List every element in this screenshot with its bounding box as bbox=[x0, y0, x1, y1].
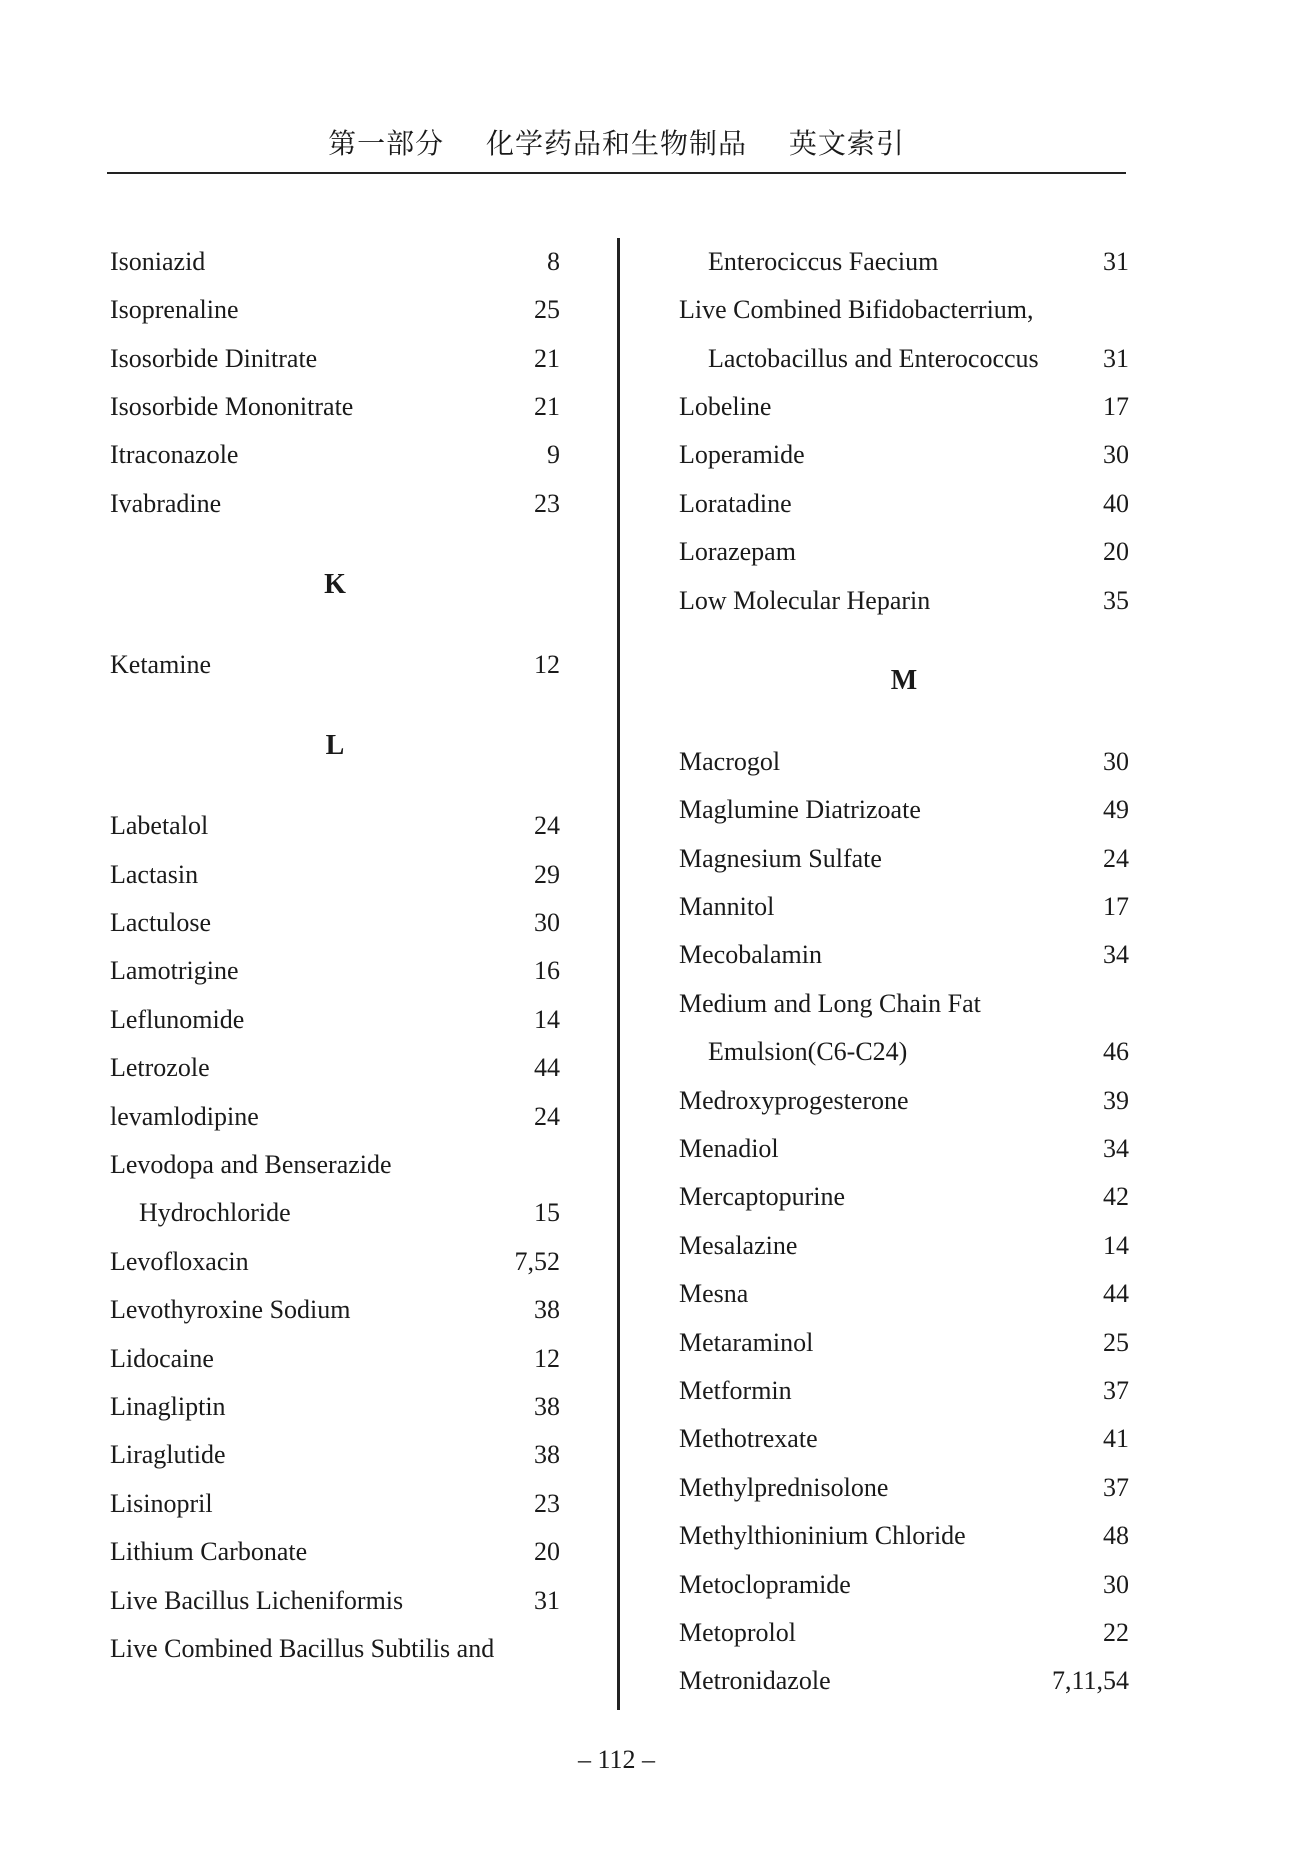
index-entry bbox=[110, 1482, 560, 1526]
page-number: – 112 – bbox=[577, 1745, 656, 1774]
index-entry bbox=[110, 1143, 560, 1187]
entry-page: 29 bbox=[534, 860, 560, 889]
section-letter: K bbox=[324, 569, 346, 600]
entry-page: 31 bbox=[534, 1586, 560, 1615]
index-entry bbox=[110, 433, 560, 477]
index-entry bbox=[110, 1191, 560, 1235]
entry-page: 25 bbox=[534, 295, 560, 324]
entry-page: 9 bbox=[547, 440, 560, 469]
entry-name: Live Bacillus Licheniformis bbox=[110, 1586, 404, 1615]
entry-name: Loperamide bbox=[679, 440, 805, 469]
index-entry bbox=[110, 385, 560, 429]
entry-page: 17 bbox=[1103, 892, 1129, 921]
entry-name: Magnesium Sulfate bbox=[679, 844, 882, 873]
entry-name: Isoniazid bbox=[110, 247, 206, 276]
index-entry bbox=[110, 901, 560, 945]
entry-name: Linagliptin bbox=[110, 1392, 226, 1421]
entry-page: 34 bbox=[1103, 940, 1129, 969]
entry-name: Metaraminol bbox=[679, 1328, 814, 1357]
entry-page: 12 bbox=[534, 650, 560, 679]
index-entry bbox=[110, 337, 560, 381]
entry-name: Loratadine bbox=[679, 489, 792, 518]
index-entry bbox=[679, 1224, 1129, 1268]
section-letter: L bbox=[325, 730, 345, 761]
index-entry bbox=[679, 933, 1129, 977]
entry-page: 8 bbox=[547, 247, 560, 276]
entry-page: 46 bbox=[1103, 1037, 1129, 1066]
entry-page: 20 bbox=[1103, 537, 1129, 566]
index-entry bbox=[110, 1046, 560, 1090]
entry-page: 40 bbox=[1103, 489, 1129, 518]
entry-page: 24 bbox=[534, 811, 560, 840]
entry-page: 24 bbox=[1103, 844, 1129, 873]
entry-name: Ivabradine bbox=[110, 489, 222, 518]
entry-name: Lorazepam bbox=[679, 537, 796, 566]
index-entry bbox=[679, 1321, 1129, 1365]
index-entry bbox=[679, 1659, 1129, 1703]
section-letter: M bbox=[890, 665, 918, 696]
index-entry bbox=[110, 1240, 560, 1284]
entry-name: Levodopa and Benserazide bbox=[110, 1150, 392, 1179]
index-entry bbox=[110, 240, 560, 284]
entry-page: 34 bbox=[1103, 1134, 1129, 1163]
index-entry bbox=[679, 1563, 1129, 1607]
header-section: 化学药品和生物制品 bbox=[485, 127, 747, 160]
index-entry bbox=[679, 1175, 1129, 1219]
entry-page: 16 bbox=[534, 956, 560, 985]
entry-name: Lactasin bbox=[110, 860, 199, 889]
index-entry bbox=[679, 740, 1129, 784]
entry-page: 7,52 bbox=[514, 1247, 560, 1276]
index-entry bbox=[679, 788, 1129, 832]
header-index: 英文索引 bbox=[788, 127, 905, 160]
entry-name: Labetalol bbox=[110, 811, 209, 840]
entry-page: 7,11,54 bbox=[1051, 1666, 1129, 1695]
entry-name: Mesalazine bbox=[679, 1231, 798, 1260]
entry-name: Levofloxacin bbox=[110, 1247, 249, 1276]
entry-page: 14 bbox=[1103, 1231, 1129, 1260]
entry-page: 41 bbox=[1103, 1424, 1129, 1453]
entry-page: 30 bbox=[1103, 747, 1129, 776]
entry-page: 30 bbox=[1103, 1570, 1129, 1599]
index-entry bbox=[679, 837, 1129, 881]
entry-name: Methylthioninium Chloride bbox=[679, 1521, 966, 1550]
entry-page: 31 bbox=[1103, 344, 1129, 373]
index-entry bbox=[110, 853, 560, 897]
index-entry bbox=[679, 982, 1129, 1026]
entry-page: 22 bbox=[1103, 1618, 1129, 1647]
entry-page: 20 bbox=[534, 1537, 560, 1566]
entry-page: 14 bbox=[534, 1005, 560, 1034]
entry-page: 44 bbox=[1103, 1279, 1129, 1308]
index-entry bbox=[110, 1288, 560, 1332]
entry-page: 35 bbox=[1103, 586, 1129, 615]
index-entry bbox=[110, 1385, 560, 1429]
index-entry bbox=[110, 1579, 560, 1623]
index-entry bbox=[679, 337, 1129, 381]
index-entry bbox=[110, 482, 560, 526]
entry-page: 30 bbox=[534, 908, 560, 937]
entry-name: Live Combined Bacillus Subtilis and bbox=[110, 1634, 495, 1663]
entry-name: Isoprenaline bbox=[110, 295, 239, 324]
entry-name: Emulsion(C6-C24) bbox=[708, 1037, 908, 1066]
entry-name: Lactobacillus and Enterococcus bbox=[708, 344, 1039, 373]
entry-name: Medroxyprogesterone bbox=[679, 1086, 909, 1115]
index-entry bbox=[110, 288, 560, 332]
entry-name: Mesna bbox=[679, 1279, 749, 1308]
entry-name: Lidocaine bbox=[110, 1344, 214, 1373]
entry-name: Menadiol bbox=[679, 1134, 779, 1163]
header-part: 第一部分 bbox=[328, 127, 445, 160]
entry-name: Metoprolol bbox=[679, 1618, 796, 1647]
entry-page: 23 bbox=[534, 489, 560, 518]
entry-page: 39 bbox=[1103, 1086, 1129, 1115]
index-entry bbox=[110, 1433, 560, 1477]
entry-name: Hydrochloride bbox=[139, 1198, 291, 1227]
column-divider bbox=[617, 238, 620, 1710]
index-entry bbox=[679, 1611, 1129, 1655]
index-entry bbox=[679, 1466, 1129, 1510]
entry-page: 30 bbox=[1103, 440, 1129, 469]
entry-name: Low Molecular Heparin bbox=[679, 586, 931, 615]
entry-name: Mercaptopurine bbox=[679, 1182, 846, 1211]
entry-name: Methotrexate bbox=[679, 1424, 818, 1453]
entry-page: 21 bbox=[534, 392, 560, 421]
entry-page: 49 bbox=[1103, 795, 1129, 824]
entry-name: Mecobalamin bbox=[679, 940, 822, 969]
entry-name: Metronidazole bbox=[679, 1666, 831, 1695]
entry-page: 38 bbox=[534, 1392, 560, 1421]
entry-page: 21 bbox=[534, 344, 560, 373]
entry-name: Isosorbide Dinitrate bbox=[110, 344, 318, 373]
index-entry bbox=[679, 1030, 1129, 1074]
index-entry bbox=[679, 885, 1129, 929]
entry-page: 38 bbox=[534, 1295, 560, 1324]
entry-name: Lisinopril bbox=[110, 1489, 213, 1518]
entry-page: 48 bbox=[1103, 1521, 1129, 1550]
index-entry bbox=[110, 998, 560, 1042]
entry-name: Isosorbide Mononitrate bbox=[110, 392, 354, 421]
entry-page: 38 bbox=[534, 1440, 560, 1469]
entry-name: Lithium Carbonate bbox=[110, 1537, 308, 1566]
entry-name: Ketamine bbox=[110, 650, 212, 679]
entry-page: 42 bbox=[1103, 1182, 1129, 1211]
index-entry bbox=[679, 433, 1129, 477]
entry-page: 25 bbox=[1103, 1328, 1129, 1357]
index-entry bbox=[110, 949, 560, 993]
index-entry bbox=[110, 1337, 560, 1381]
entry-name: Liraglutide bbox=[110, 1440, 226, 1469]
entry-name: Medium and Long Chain Fat bbox=[679, 989, 981, 1018]
entry-page: 31 bbox=[1103, 247, 1129, 276]
index-entry bbox=[679, 1127, 1129, 1171]
index-entry bbox=[679, 530, 1129, 574]
index-entry bbox=[679, 240, 1129, 284]
entry-name: Metformin bbox=[679, 1376, 792, 1405]
header-rule bbox=[107, 172, 1126, 174]
entry-name: Metoclopramide bbox=[679, 1570, 851, 1599]
entry-page: 44 bbox=[534, 1053, 560, 1082]
page-header bbox=[107, 124, 1126, 164]
index-entry bbox=[679, 288, 1129, 332]
entry-page: 15 bbox=[534, 1198, 560, 1227]
entry-page: 37 bbox=[1103, 1376, 1129, 1405]
entry-name: Live Combined Bifidobacterrium, bbox=[679, 295, 1034, 324]
entry-page: 12 bbox=[534, 1344, 560, 1373]
entry-name: Maglumine Diatrizoate bbox=[679, 795, 921, 824]
entry-page: 23 bbox=[534, 1489, 560, 1518]
index-entry bbox=[110, 1095, 560, 1139]
entry-page: 17 bbox=[1103, 392, 1129, 421]
index-entry bbox=[679, 482, 1129, 526]
index-entry bbox=[679, 579, 1129, 623]
entry-name: Lobeline bbox=[679, 392, 772, 421]
entry-name: Mannitol bbox=[679, 892, 775, 921]
index-entry bbox=[110, 643, 560, 687]
index-entry bbox=[110, 1627, 560, 1671]
entry-name: Letrozole bbox=[110, 1053, 210, 1082]
index-entry bbox=[110, 804, 560, 848]
entry-name: Levothyroxine Sodium bbox=[110, 1295, 351, 1324]
index-entry bbox=[679, 1514, 1129, 1558]
index-entry bbox=[679, 1079, 1129, 1123]
entry-page: 37 bbox=[1103, 1473, 1129, 1502]
entry-name: levamlodipine bbox=[110, 1102, 259, 1131]
entry-name: Lamotrigine bbox=[110, 956, 239, 985]
entry-page: 24 bbox=[534, 1102, 560, 1131]
entry-name: Leflunomide bbox=[110, 1005, 245, 1034]
entry-name: Lactulose bbox=[110, 908, 212, 937]
entry-name: Enterociccus Faecium bbox=[708, 247, 939, 276]
index-entry bbox=[679, 1369, 1129, 1413]
index-entry bbox=[679, 1417, 1129, 1461]
entry-name: Itraconazole bbox=[110, 440, 239, 469]
index-entry bbox=[110, 1530, 560, 1574]
entry-name: Methylprednisolone bbox=[679, 1473, 889, 1502]
entry-name: Macrogol bbox=[679, 747, 781, 776]
index-entry bbox=[679, 1272, 1129, 1316]
index-entry bbox=[679, 385, 1129, 429]
